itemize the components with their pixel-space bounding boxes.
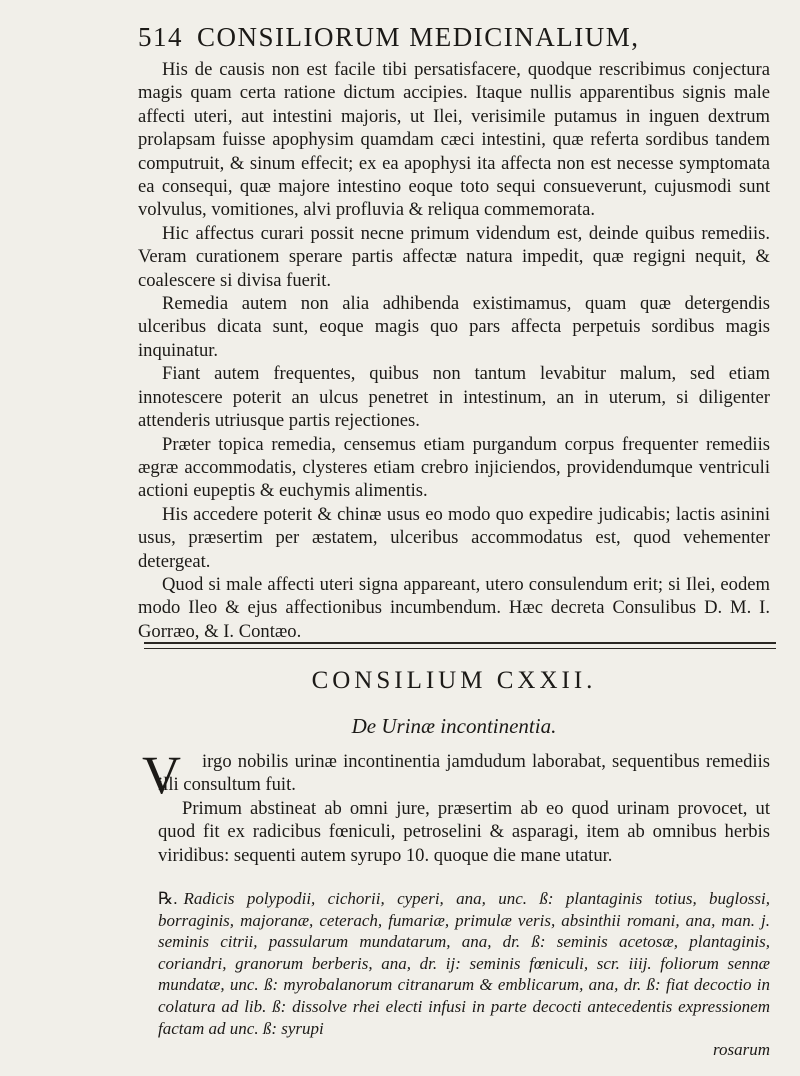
paragraph: Quod si male affecti uteri signa appareant, utero consulendum erit; si Ilei, eodem modo Ileo & ejus affectionibus incumbendum. Hæc decreta Consulibus D. M. I. Gorræo, & I. Contæo. [138,573,770,642]
drop-cap: V [142,745,181,805]
paragraph: Fiant autem frequentes, quibus non tantum levabitur malum, sed etiam innotescere poterit an ulcus penetret in intestinum, an in uterum, si diligenter attenderis utriusque partis rejectiones. [138,363,770,432]
page-header [138,22,778,53]
paragraph: His de causis non est facile tibi persatisfacere, quodque rescribimus conjectura magis quam certa ratione dictum accipies. Itaque nullis apparentibus signis male affecti uteri, aut intestini majoris, ut Ilei, verisimile putamus in inguen dextrum prolapsam fuisse apophysim quamdam cæci intestini, quæ referta sordibus tandem computruit, & sinum effecit; ex ea apophysi ita affecta non est necesse symptomata ea consequi, quæ majore intestino eoque toto sequi consueverunt, cujusmodi sunt volvulus, vomitiones, alvi profluvia & reliqua commemorata. [138,59,770,221]
consilium-text [158,750,770,867]
page-number: 514 [138,22,183,52]
recipe-body: Radicis polypodii, cichorii, cyperi, ana, unc. ß: plantaginis totius, buglossi, borraginis, majoranæ, ceterach, fumariæ, primulæ veris, absinthii romani, ana, man. j. seminis citrii, passularum mundatarum, ana, dr. ß: seminis acetosæ, plantaginis, coriandri, granorum berberis, ana, dr. ij: seminis fœniculi, scr. iiij. foliorum sennæ mundatæ, unc. ß: myrobalanorum citranarum & emblicarum, ana, dr. ß: fiat decoctio in colatura ad lib. ß: dissolve rhei electi infusi in parte decocti antecedentis expressionem factam ad unc. ß: syrupi [158,889,770,1038]
recipe-text [158,888,770,1039]
catchword: rosarum [713,1040,770,1059]
paragraph: Hic affectus curari possit necne primum videndum est, deinde quibus remediis. Veram curationem sperare partis affectæ natura impedit, quæ regigni nequit, & coalescere si divisa fuerit. [138,222,770,291]
section-divider-thin [144,648,776,649]
section-divider [144,642,776,644]
paragraph: Primum abstineat ab omni jure, præsertim ab eo quod urinam provocet, ut quod fit ex radicibus fœniculi, petroselini & asparagi, item ab omnibus herbis viridibus: sequenti autem syrupo 10. quoque die mane utatur. [158,797,770,866]
paragraph: irgo nobilis urinæ incontinentia jamdudum laborabat, sequentibus remediis illi consultum fuit. [158,751,770,796]
paragraph: His accedere poterit & chinæ usus eo modo quo expedire judicabis; lactis asinini usus, præsertim per æstatem, ulceribus accommodatus est, quod vehementer detergeat. [138,503,770,572]
recipe-symbol: ℞. [158,889,178,908]
paragraph: Remedia autem non alia adhibenda existimamus, quam quæ detergendis ulceribus dicata sunt, eoque magis quo pars affecta perpetuis sordibus magis inquinatur. [138,293,770,361]
consilium-title: CONSILIUM CXXII. [311,667,597,694]
running-title: CONSILIORUM MEDICINALIUM, [197,22,640,52]
consilium-subtitle: De Urinæ incontinentia. [351,714,557,738]
main-text [138,58,770,643]
paragraph: Præter topica remedia, censemus etiam purgandum corpus frequenter remediis ægræ accommodatis, clysteres etiam crebro injiciendos, providendumque ventriculi actioni eupeptis & euchymis alimentis. [138,433,770,502]
